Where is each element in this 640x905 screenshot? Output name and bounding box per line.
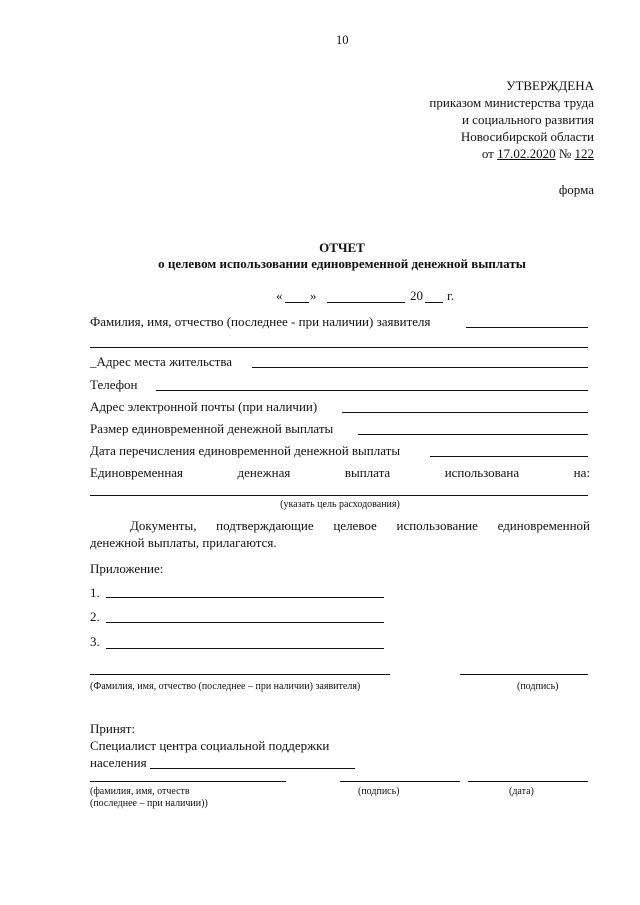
date-month-blank[interactable] — [327, 302, 405, 303]
date-year-blank[interactable] — [425, 302, 443, 303]
attachment-item-1-blank[interactable] — [106, 597, 384, 598]
specialist-date-blank[interactable] — [468, 781, 588, 782]
applicant-name-label: Фамилия, имя, отчество (последнее - при наличии) заявителя — [90, 314, 431, 329]
attachment-item-1: 1. — [90, 585, 100, 600]
date-open-quote: « — [276, 288, 283, 303]
approval-date-line — [482, 146, 594, 162]
applicant-name-blank[interactable] — [466, 327, 588, 328]
approval-date: 17.02.2020 — [497, 146, 556, 161]
approval-date-prefix: от — [481, 146, 498, 161]
accepted-specialist-line-2: населения — [90, 755, 147, 770]
date-year-prefix: 20 — [410, 288, 423, 303]
approval-number: 122 — [574, 146, 594, 161]
date-day-blank[interactable] — [285, 302, 309, 303]
transfer-date-label: Дата перечисления единовременной денежной выплаты — [90, 443, 401, 458]
specialist-sign-hint: (подпись) — [358, 786, 400, 797]
approval-number-sign: № — [555, 146, 575, 161]
page-number: 10 — [336, 33, 349, 47]
used-for-label: Единовременная денежная выплата использована на: — [90, 465, 590, 480]
email-label: Адрес электронной почты (при наличии) — [90, 399, 318, 414]
approval-line-1: приказом министерства труда — [429, 95, 594, 110]
attachment-item-3-blank[interactable] — [106, 648, 384, 649]
applicant-name-blank-2[interactable] — [90, 347, 588, 348]
attachment-item-2-blank[interactable] — [106, 622, 384, 623]
report-title: ОТЧЕТ — [319, 240, 365, 255]
specialist-center-blank[interactable] — [150, 768, 355, 769]
transfer-date-blank[interactable] — [430, 456, 588, 457]
attachment-item-3: 3. — [90, 634, 100, 649]
attachment-label: Приложение: — [90, 561, 164, 576]
address-label: _Адрес места жительства — [90, 354, 233, 369]
form-label: форма — [558, 182, 594, 197]
specialist-signature-blank[interactable] — [340, 781, 460, 782]
purpose-hint: (указать цель расходования) — [280, 499, 400, 510]
attachment-item-2: 2. — [90, 609, 100, 624]
approval-title: УТВЕРЖДЕНА — [506, 78, 594, 93]
approval-line-2: и социального развития — [461, 112, 594, 127]
applicant-signature-blank[interactable] — [460, 674, 588, 675]
accepted-specialist-line-1: Специалист центра социальной поддержки — [90, 738, 330, 753]
documents-text-end: денежной выплаты, прилагаются. — [90, 535, 277, 550]
accepted-label: Принят: — [90, 721, 136, 736]
specialist-date-hint: (дата) — [509, 786, 534, 797]
phone-label: Телефон — [90, 377, 138, 392]
phone-blank[interactable] — [156, 390, 588, 391]
approval-line-3: Новосибирской области — [460, 129, 594, 144]
specialist-name-hint-1: (фамилия, имя, отчеств — [90, 786, 190, 797]
report-subtitle: о целевом использовании единовременной денежной выплаты — [158, 256, 526, 271]
specialist-name-hint-2: (последнее – при наличии)) — [90, 798, 208, 809]
date-close-quote: » — [310, 288, 317, 303]
date-year-suffix: г. — [447, 288, 455, 303]
email-blank[interactable] — [342, 412, 588, 413]
applicant-name-hint: (Фамилия, имя, отчество (последнее – при наличии) заявителя) — [90, 681, 361, 692]
applicant-fullname-blank[interactable] — [90, 674, 390, 675]
address-blank[interactable] — [252, 367, 588, 368]
payment-size-label: Размер единовременной денежной выплаты — [90, 421, 334, 436]
documents-text: Документы, подтверждающие целевое использование единовременной — [130, 518, 590, 533]
applicant-sign-hint: (подпись) — [517, 681, 559, 692]
used-for-blank[interactable] — [90, 495, 588, 496]
specialist-name-blank[interactable] — [90, 781, 286, 782]
payment-size-blank[interactable] — [358, 434, 588, 435]
